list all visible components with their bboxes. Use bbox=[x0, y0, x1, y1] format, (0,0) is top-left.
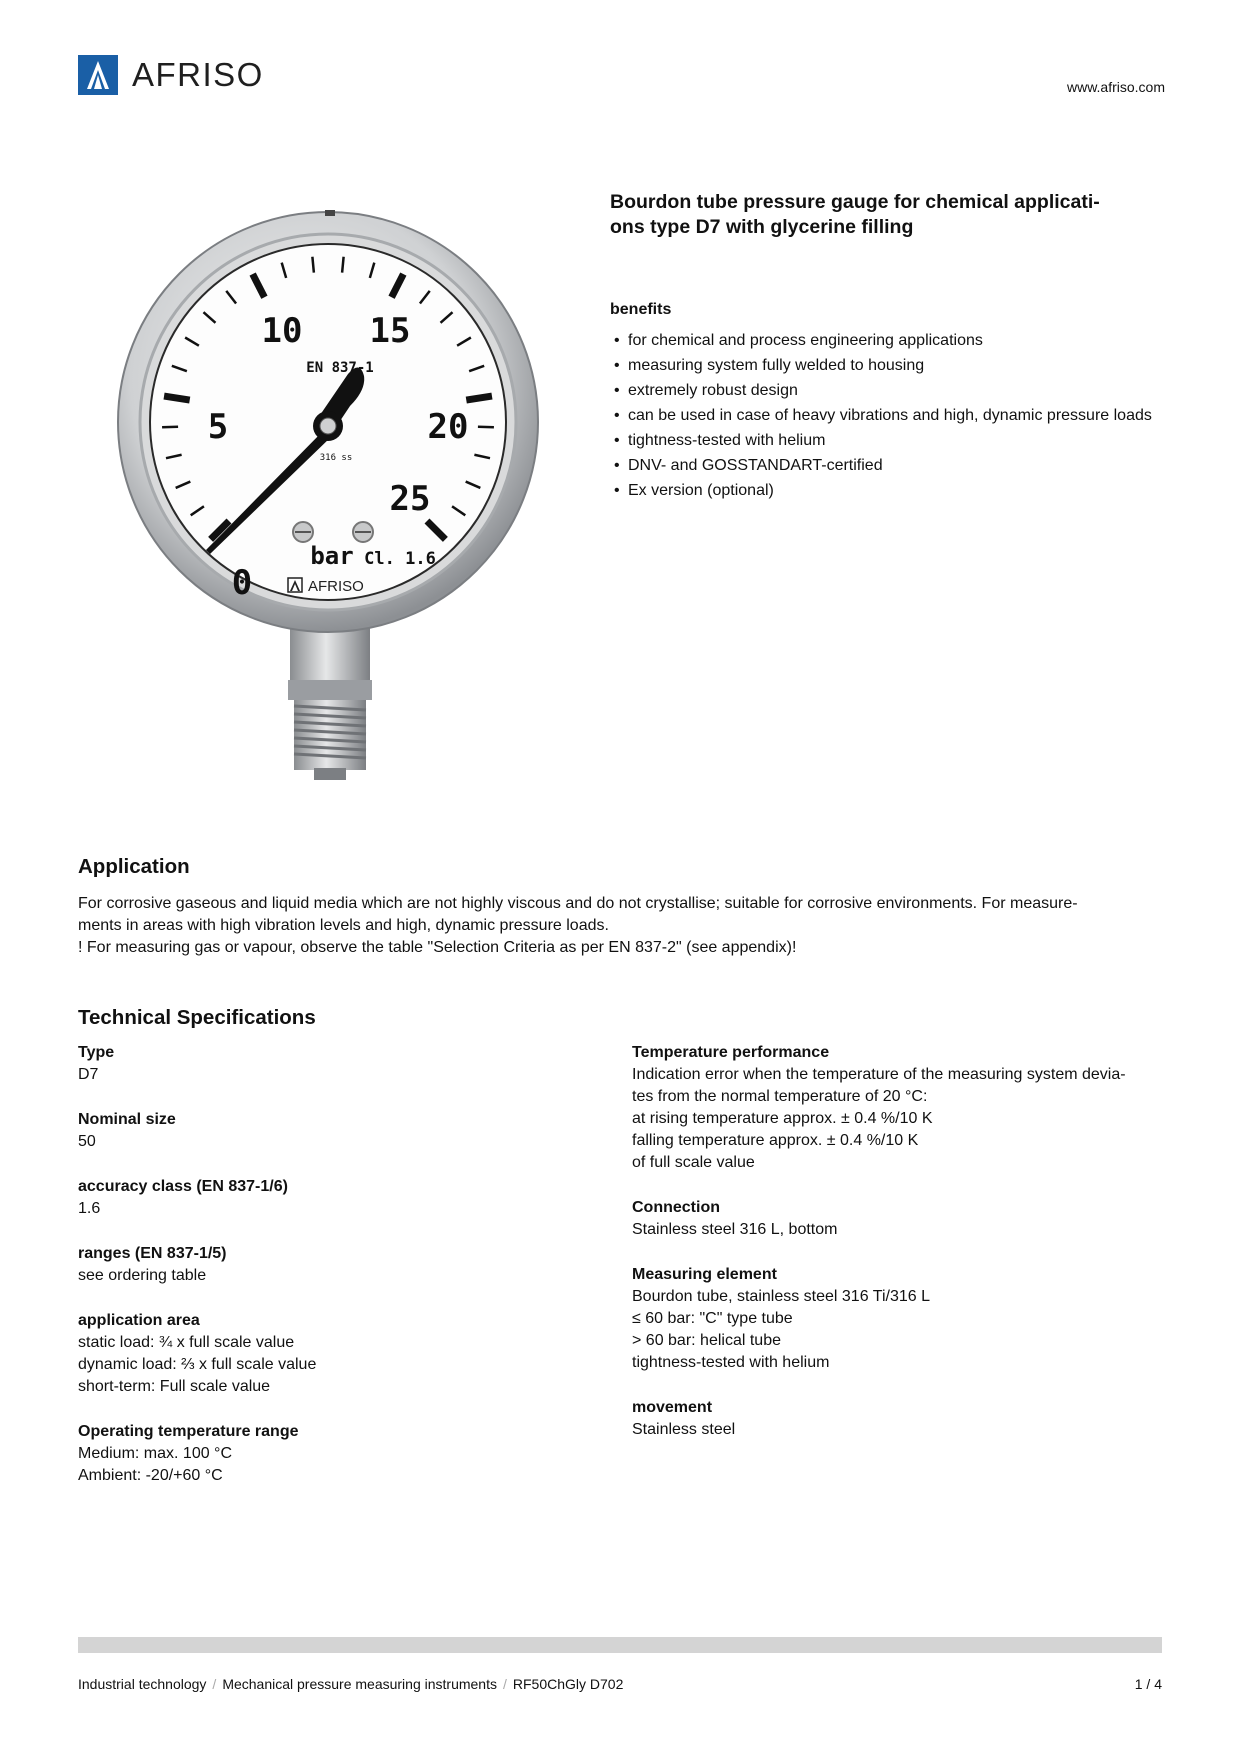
spec-value: see ordering table bbox=[78, 1267, 207, 1284]
scale-label: 10 bbox=[261, 311, 303, 351]
spec-temperature-performance bbox=[632, 1042, 1172, 1174]
brand-name: AFRISO bbox=[132, 56, 264, 93]
gauge-tick bbox=[162, 427, 178, 428]
spec-value: ≤ 60 bar: "C" type tube bbox=[632, 1310, 793, 1327]
spec-label: Nominal size bbox=[78, 1111, 176, 1128]
dial-standard: EN 837-1 bbox=[306, 360, 374, 376]
scale-label: 15 bbox=[369, 311, 411, 351]
list-item: • Ex version (optional) bbox=[614, 480, 1174, 501]
spec-ranges bbox=[78, 1243, 598, 1287]
spec-value: D7 bbox=[78, 1066, 99, 1083]
spec-value: Indication error when the temperature of the measuring system devia- bbox=[632, 1066, 1126, 1083]
tech-specs-left-column bbox=[78, 1042, 598, 1510]
spec-operating-temperature bbox=[78, 1421, 598, 1487]
thread bbox=[294, 700, 366, 780]
spec-value: 50 bbox=[78, 1133, 96, 1150]
spec-measuring-element bbox=[632, 1264, 1172, 1374]
spec-label: application area bbox=[78, 1312, 200, 1329]
gauge-tick bbox=[342, 257, 344, 273]
gauge-tick bbox=[478, 427, 494, 428]
spec-type bbox=[78, 1042, 598, 1086]
product-title: Bourdon tube pressure gauge for chemical applicati- ons type D7 with glycerine filling bbox=[610, 191, 1100, 238]
spec-label: accuracy class (EN 837-1/6) bbox=[78, 1178, 288, 1195]
scale-label: 20 bbox=[427, 407, 469, 447]
spec-value: Bourdon tube, stainless steel 316 Ti/316 L bbox=[632, 1288, 930, 1305]
page-number: 1 / 4 bbox=[1134, 1676, 1162, 1692]
breadcrumb-separator: / bbox=[503, 1676, 507, 1692]
tech-specs-right-column bbox=[632, 1042, 1172, 1464]
footer-divider bbox=[78, 1637, 1162, 1653]
spec-application-area bbox=[78, 1310, 598, 1398]
breadcrumb-item: Industrial technology bbox=[78, 1676, 207, 1692]
spec-value: 1.6 bbox=[78, 1200, 101, 1217]
dial-unit: bar bbox=[310, 542, 354, 570]
application-heading: Application bbox=[78, 855, 190, 878]
spec-value: Ambient: -20/+60 °C bbox=[78, 1467, 223, 1484]
spec-label: Operating temperature range bbox=[78, 1423, 299, 1440]
website-link[interactable]: www.afriso.com bbox=[1066, 79, 1165, 95]
breadcrumb-item: Mechanical pressure measuring instruments bbox=[222, 1676, 497, 1692]
list-item: • can be used in case of heavy vibrations and high, dynamic pressure loads bbox=[614, 405, 1174, 426]
breadcrumb bbox=[78, 1676, 623, 1692]
spec-connection bbox=[632, 1197, 1172, 1241]
spec-value: > 60 bar: helical tube bbox=[632, 1332, 781, 1349]
scale-label: 5 bbox=[207, 407, 229, 447]
scale-label: 25 bbox=[389, 479, 431, 519]
spec-label: Temperature performance bbox=[632, 1044, 830, 1061]
list-item: • measuring system fully welded to housing bbox=[614, 355, 1174, 376]
breadcrumb-separator: / bbox=[212, 1676, 217, 1692]
spec-value: falling temperature approx. ± 0.4 %/10 K bbox=[632, 1132, 919, 1149]
dial-accuracy: Cl. 1.6 bbox=[364, 549, 436, 569]
tech-specs-heading: Technical Specifications bbox=[78, 1006, 316, 1029]
list-item: • extremely robust design bbox=[614, 380, 1174, 401]
spec-value: at rising temperature approx. ± 0.4 %/10 K bbox=[632, 1110, 933, 1127]
gauge-tick bbox=[312, 257, 314, 273]
afriso-logo bbox=[78, 55, 264, 95]
spec-label: ranges (EN 837-1/5) bbox=[78, 1245, 227, 1262]
spec-label: Measuring element bbox=[632, 1266, 777, 1283]
spec-value: static load: ¾ x full scale value bbox=[78, 1334, 295, 1351]
spec-value: Stainless steel 316 L, bottom bbox=[632, 1221, 838, 1238]
breadcrumb-item: RF50ChGly D702 bbox=[512, 1676, 624, 1692]
dial-material: 316 ss bbox=[319, 453, 353, 463]
list-item: • tightness-tested with helium bbox=[614, 430, 1174, 451]
spec-label: Type bbox=[78, 1044, 115, 1061]
spec-nominal-size bbox=[78, 1109, 598, 1153]
spec-value: tightness-tested with helium bbox=[632, 1354, 830, 1371]
afriso-logo-icon bbox=[78, 55, 118, 95]
benefits-list bbox=[614, 330, 1174, 505]
application-text: For corrosive gaseous and liquid media which are not highly viscous and do not crystallise; suitable for corrosive environments. For measure- ments in areas with high vibration levels and high, dynamic pressure loads. ! For measuring gas or vapour, observe the table "Selection Criteria as per EN 837-2" (see appendix)! bbox=[78, 895, 1078, 956]
svg-text:AFRISO: AFRISO bbox=[308, 578, 364, 595]
spec-value: Medium: max. 100 °C bbox=[78, 1445, 233, 1462]
spec-value: tes from the normal temperature of 20 °C: bbox=[632, 1088, 928, 1105]
gauge-tick bbox=[164, 396, 190, 400]
spec-label: movement bbox=[632, 1399, 713, 1416]
spec-value: dynamic load: ⅔ x full scale value bbox=[78, 1356, 317, 1373]
scale-label: 0 bbox=[231, 563, 253, 603]
spec-label: Connection bbox=[632, 1199, 720, 1216]
spec-value: of full scale value bbox=[632, 1154, 755, 1171]
pressure-gauge-image bbox=[110, 210, 560, 780]
list-item: • for chemical and process engineering applications bbox=[614, 330, 1174, 351]
spec-value: Stainless steel bbox=[632, 1421, 736, 1438]
benefits-heading: benefits bbox=[610, 301, 672, 318]
spec-accuracy-class bbox=[78, 1176, 598, 1220]
spec-value: short-term: Full scale value bbox=[78, 1378, 271, 1395]
spec-movement bbox=[632, 1397, 1172, 1441]
list-item: • DNV- and GOSSTANDART-certified bbox=[614, 455, 1174, 476]
gauge-tick bbox=[466, 396, 492, 400]
